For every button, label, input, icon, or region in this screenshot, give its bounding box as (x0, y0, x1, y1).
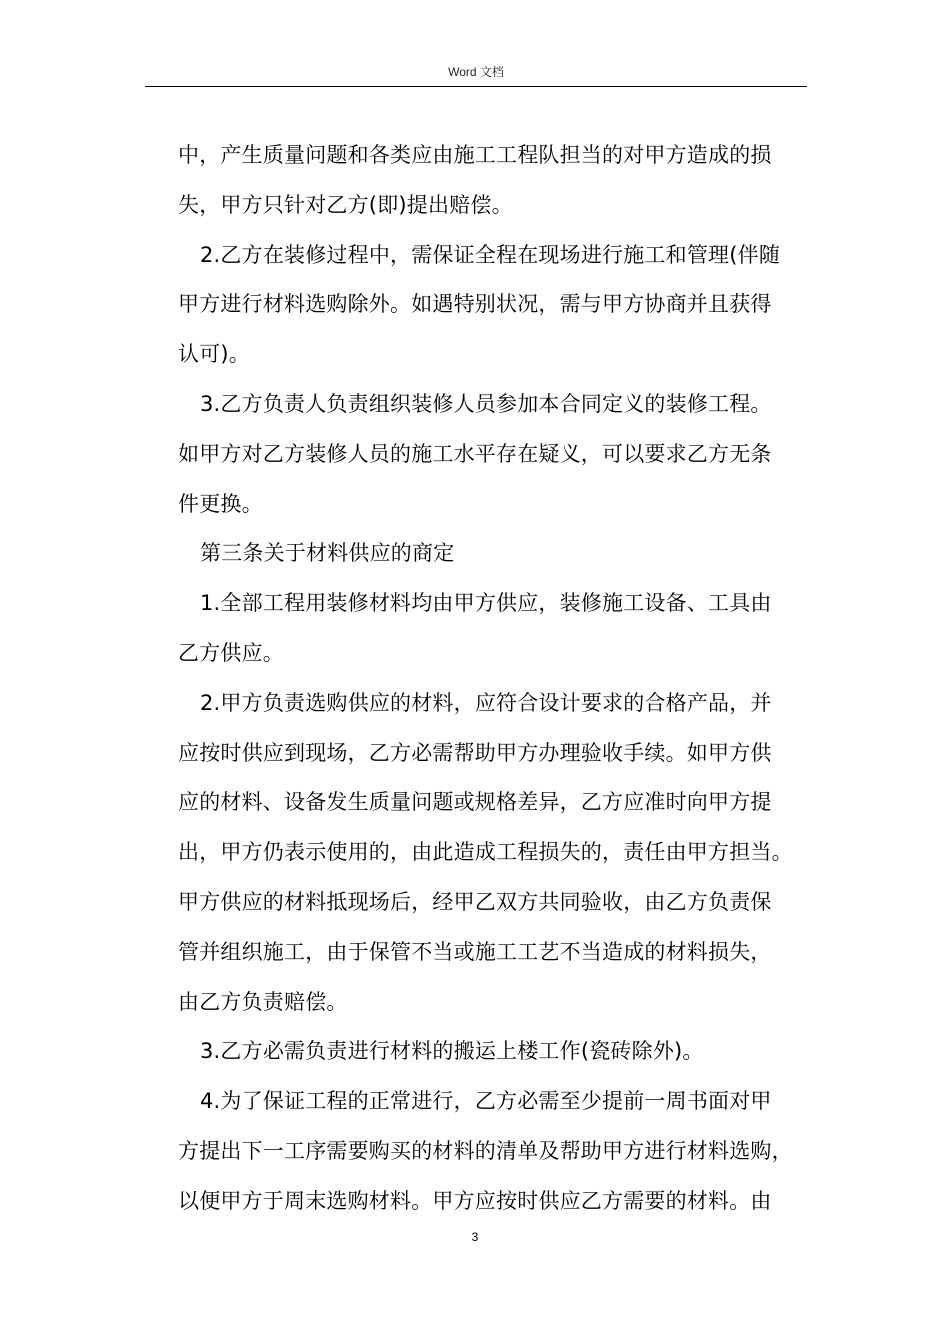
text-line: 件更换。 (178, 491, 263, 516)
text-line: 应按时供应到现场，乙方必需帮助甲方办理验收手续。如甲方供 (178, 740, 772, 765)
text-line: 2.甲方负责选购供应的材料，应符合设计要求的合格产品，并 (200, 690, 772, 715)
text-line: 认可)。 (178, 342, 250, 367)
text-line: 管并组织施工，由于保管不当或施工工艺不当造成的材料损失， (178, 939, 772, 964)
page-number: 3 (471, 1230, 479, 1244)
document-body (178, 131, 818, 1227)
text-line: 3.乙方负责人负责组织装修人员参加本合同定义的装修工程。 (200, 391, 772, 416)
text-line: 出，甲方仍表示使用的，由此造成工程损失的，责任由甲方担当。 (178, 840, 793, 865)
text-line: 第三条关于材料供应的商定 (200, 541, 455, 566)
text-line: 2.乙方在装修过程中，需保证全程在现场进行施工和管理(伴随 (200, 242, 781, 267)
text-line: 3.乙方必需负责进行材料的搬运上楼工作(瓷砖除外)。 (200, 1039, 704, 1064)
text-line: 甲方进行材料选购除外。如遇特别状况，需与甲方协商并且获得 (178, 292, 772, 317)
page-header: Word 文档 (448, 65, 504, 79)
text-line: 乙方供应。 (178, 640, 284, 665)
text-line: 4.为了保证工程的正常进行，乙方必需至少提前一周书面对甲 (200, 1089, 772, 1114)
text-line: 1.全部工程用装修材料均由甲方供应，装修施工设备、工具由 (200, 591, 772, 616)
text-line: 如甲方对乙方装修人员的施工水平存在疑义，可以要求乙方无条 (178, 441, 772, 466)
text-line: 甲方供应的材料抵现场后，经甲乙双方共同验收，由乙方负责保 (178, 889, 772, 914)
text-line: 失，甲方只针对乙方(即)提出赔偿。 (178, 192, 513, 217)
text-line: 以便甲方于周末选购材料。甲方应按时供应乙方需要的材料。由 (178, 1188, 772, 1213)
header-divider (145, 86, 807, 87)
text-line: 由乙方负责赔偿。 (178, 989, 348, 1014)
text-line: 方提出下一工序需要购买的材料的清单及帮助甲方进行材料选购， (178, 1138, 793, 1163)
text-line: 中，产生质量问题和各类应由施工工程队担当的对甲方造成的损 (178, 143, 772, 167)
text-line: 应的材料、设备发生质量问题或规格差异，乙方应准时向甲方提 (178, 790, 772, 815)
